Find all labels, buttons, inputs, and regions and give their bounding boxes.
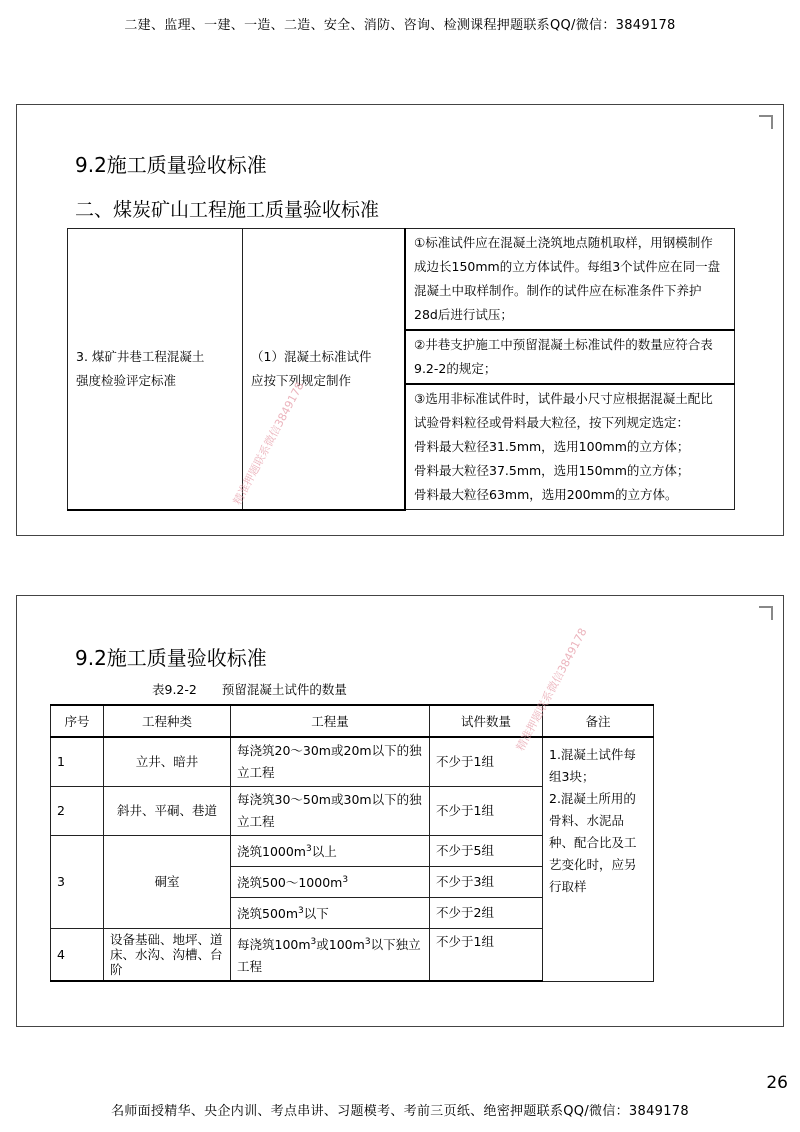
text-line: （1）混凝土标准试件: [251, 348, 372, 364]
page-number: 26: [766, 1073, 788, 1093]
qty-sup: 3: [306, 844, 312, 855]
row-count: 不少于1组: [430, 737, 543, 787]
col-header-quantity: 工程量: [231, 705, 430, 737]
row-no: 1: [51, 737, 104, 787]
row-quantity: [231, 867, 430, 898]
text-line: 试验骨料粒径或骨料最大粒径，按下列规定选定：: [414, 415, 690, 430]
text-line: 28d后进行试压；: [414, 307, 513, 322]
text-line: 9.2-2的规定；: [414, 361, 497, 376]
row-no: 4: [51, 929, 104, 982]
text-line: ②井巷支护施工中预留混凝土标准试件的数量应符合表: [414, 337, 713, 352]
corner-mark-icon: [759, 115, 773, 129]
slide-2-title: 9.2施工质量验收标准: [75, 646, 267, 670]
row-no: 3: [51, 836, 104, 929]
row-count: 不少于1组: [430, 787, 543, 836]
row-no: 2: [51, 787, 104, 836]
text-line: ①标准试件应在混凝土浇筑地点随机取样，用钢模制作: [414, 235, 713, 250]
qty-text: 浇筑500～1000m: [237, 875, 343, 891]
header-note: 二建、监理、一建、一造、二造、安全、消防、咨询、检测课程押题联系QQ/微信：3849178: [124, 18, 676, 33]
row-type: 立井、暗井: [104, 737, 231, 787]
watermark-text: 精准押题联系微信3849178: [513, 625, 590, 754]
qty-text: 每浇筑100m: [237, 937, 311, 953]
slide-1-title: 9.2施工质量验收标准: [75, 153, 267, 177]
qty-sup: 3: [342, 875, 349, 886]
text-line: 混凝土中取样制作。制作的试件应在标准条件下养护: [414, 283, 702, 298]
remarks-cell: [543, 737, 654, 981]
qty-text: 浇筑500m: [237, 906, 299, 922]
text-line: 强度检验评定标准: [76, 372, 177, 388]
text-line: 骨料最大粒径31.5mm，选用100mm的立方体；: [414, 439, 690, 454]
qty-text: 以上: [311, 844, 337, 860]
row-type: 斜井、平硐、巷道: [104, 787, 231, 836]
row-type: 硐室: [104, 836, 231, 929]
qty-sup: 3: [298, 906, 304, 917]
specimen-rule-cell: [243, 229, 406, 510]
row-count: 不少于2组: [430, 898, 543, 929]
acceptance-standard-table: [67, 228, 735, 511]
row-quantity: 每浇筑20～30m或20m以下的独立工程: [231, 737, 430, 787]
footer-note: 名师面授精华、央企内训、考点串讲、习题模考、考前三页纸、绝密押题联系QQ/微信：3849178: [111, 1104, 689, 1119]
qty-text: 浇筑1000m: [237, 844, 306, 860]
text-line: 3. 煤矿井巷工程混凝土: [76, 348, 205, 364]
row-quantity: [231, 898, 430, 929]
col-header-specimen-count: 试件数量: [430, 705, 543, 737]
rule-3-cell: [405, 384, 735, 510]
text-line: ③选用非标准试件时，试件最小尺寸应根据混凝土配比: [414, 391, 713, 406]
watermark-text: 精准押题联系微信3849178: [230, 379, 307, 508]
specimen-quantity-table: [50, 704, 654, 982]
row-quantity: [231, 836, 430, 867]
qty-sup: 3: [310, 937, 317, 947]
qty-text: 以下独立工程: [237, 937, 421, 975]
row-count: 不少于3组: [430, 867, 543, 898]
qty-text: 或100m: [316, 937, 365, 953]
remark-line: 2.混凝土所用的骨料、水泥品种、配合比及工艺变化时，应另行取样: [549, 791, 637, 894]
col-header-remarks: 备注: [543, 705, 654, 737]
qty-text: 以下: [303, 906, 329, 922]
row-count: 不少于1组: [430, 929, 543, 982]
table-header-row: [51, 705, 654, 737]
row-quantity: [231, 929, 430, 982]
text-line: 骨料最大粒径37.5mm，选用150mm的立方体；: [414, 463, 690, 478]
slide-1: [16, 104, 784, 536]
table-row: [51, 737, 654, 787]
row-quantity: 每浇筑30～50m或30m以下的独立工程: [231, 787, 430, 836]
table-caption: 表9.2-2 预留混凝土试件的数量: [152, 682, 347, 697]
remark-line: 1.混凝土试件每组3块；: [549, 747, 636, 784]
slide-2: [16, 595, 784, 1027]
text-line: 应按下列规定制作: [251, 372, 352, 388]
standard-name-cell: [68, 229, 243, 510]
text-line: 成边长150mm的立方体试件。每组3个试件应在同一盘: [414, 259, 721, 274]
slide-1-subtitle: 二、煤炭矿山工程施工质量验收标准: [75, 199, 380, 221]
qty-sup: 3: [364, 937, 371, 947]
corner-mark-icon: [759, 606, 773, 620]
text-line: 骨料最大粒径63mm，选用200mm的立方体。: [414, 487, 678, 502]
rule-1-cell: [405, 229, 735, 331]
col-header-type: 工程种类: [104, 705, 231, 737]
row-type: 设备基础、地坪、道床、水沟、沟槽、台阶: [104, 929, 231, 982]
row-count: 不少于5组: [430, 836, 543, 867]
col-header-no: 序号: [51, 705, 104, 737]
rule-2-cell: [405, 330, 735, 384]
